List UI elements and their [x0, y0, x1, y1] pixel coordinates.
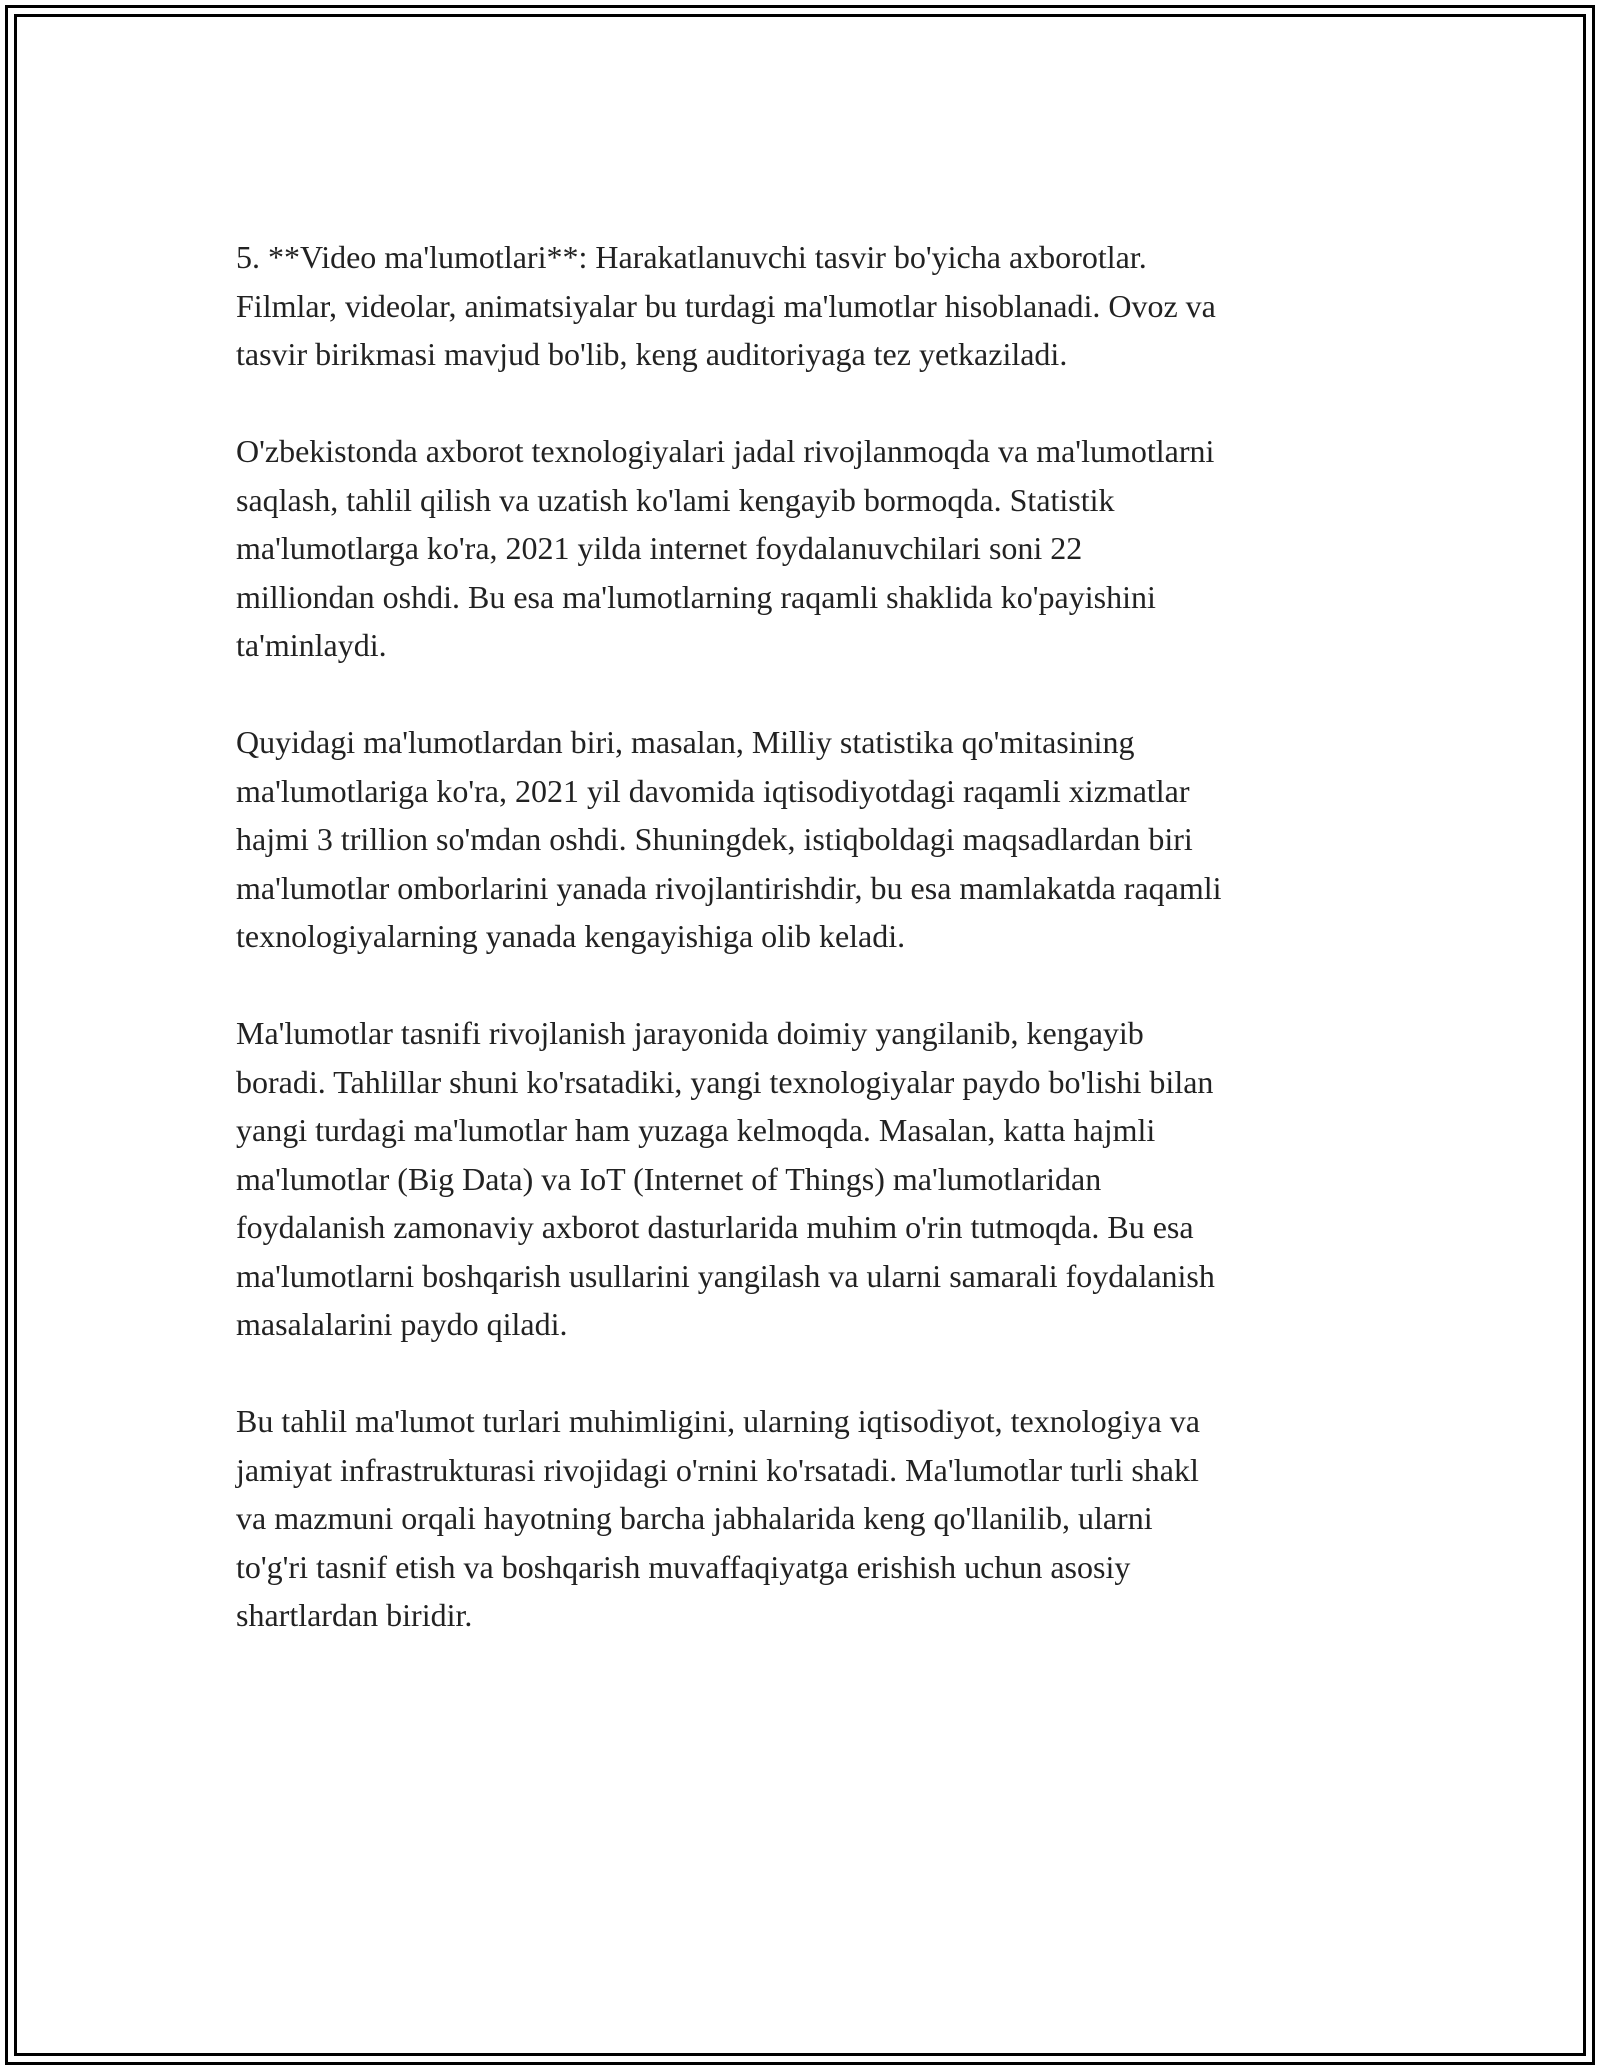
paragraph-statistics-committee: Quyidagi ma'lumotlardan biri, masalan, Milliy statistika qo'mitasining ma'lumotlariga ko'ra, 2021 yil davomida iqtisodiyotdagi raqamli xizmatlar hajmi 3 trillion so'mdan oshdi. Shuningdek, istiqboldagi maqsadlardan biri ma'lumotlar omborlarini yanada rivojlantirishdir, bu esa mamlakatda raqamli texnologiyalarning yanada kengayishiga olib keladi. — [236, 724, 1222, 954]
paragraph-conclusion: Bu tahlil ma'lumot turlari muhimligini, ularning iqtisodiyot, texnologiya va jamiyat infrastrukturasi rivojidagi o'rnini ko'rsatadi. Ma'lumotlar turli shakl va mazmuni orqali hayotning barcha jabhalarida keng qo'llanilib, ularni to'g'ri tasnif etish va boshqarish muvaffaqiyatga erishish uchun asosiy shartlardan biridir. — [236, 1403, 1200, 1633]
document-body — [236, 233, 1376, 1640]
paragraph-uzbekistan-it: O'zbekistonda axborot texnologiyalari jadal rivojlanmoqda va ma'lumotlarni saqlash, tahlil qilish va uzatish ko'lami kengayib bormoqda. Statistik ma'lumotlarga ko'ra, 2021 yilda internet foydalanuvchilari soni 22 milliondan oshdi. Bu esa ma'lumotlarning raqamli shaklida ko'payishini ta'minlaydi. — [236, 433, 1215, 663]
paragraph-video-data: 5. **Video ma'lumotlari**: Harakatlanuvchi tasvir bo'yicha axborotlar. Filmlar, videolar, animatsiyalar bu turdagi ma'lumotlar hisoblanadi. Ovoz va tasvir birikmasi mavjud bo'lib, keng auditoriyaga tez yetkaziladi. — [236, 239, 1216, 372]
paragraph-data-classification: Ma'lumotlar tasnifi rivojlanish jarayonida doimiy yangilanib, kengayib boradi. Tahlillar shuni ko'rsatadiki, yangi texnologiyalar paydo bo'lishi bilan yangi turdagi ma'lumotlar ham yuzaga kelmoqda. Masalan, katta hajmli ma'lumotlar (Big Data) va IoT (Internet of Things) ma'lumotlaridan foydalanish zamonaviy axborot dasturlarida muhim o'rin tutmoqda. Bu esa ma'lumotlarni boshqarish usullarini yangilash va ularni samarali foydalanish masalalarini paydo qiladi. — [236, 1015, 1215, 1342]
